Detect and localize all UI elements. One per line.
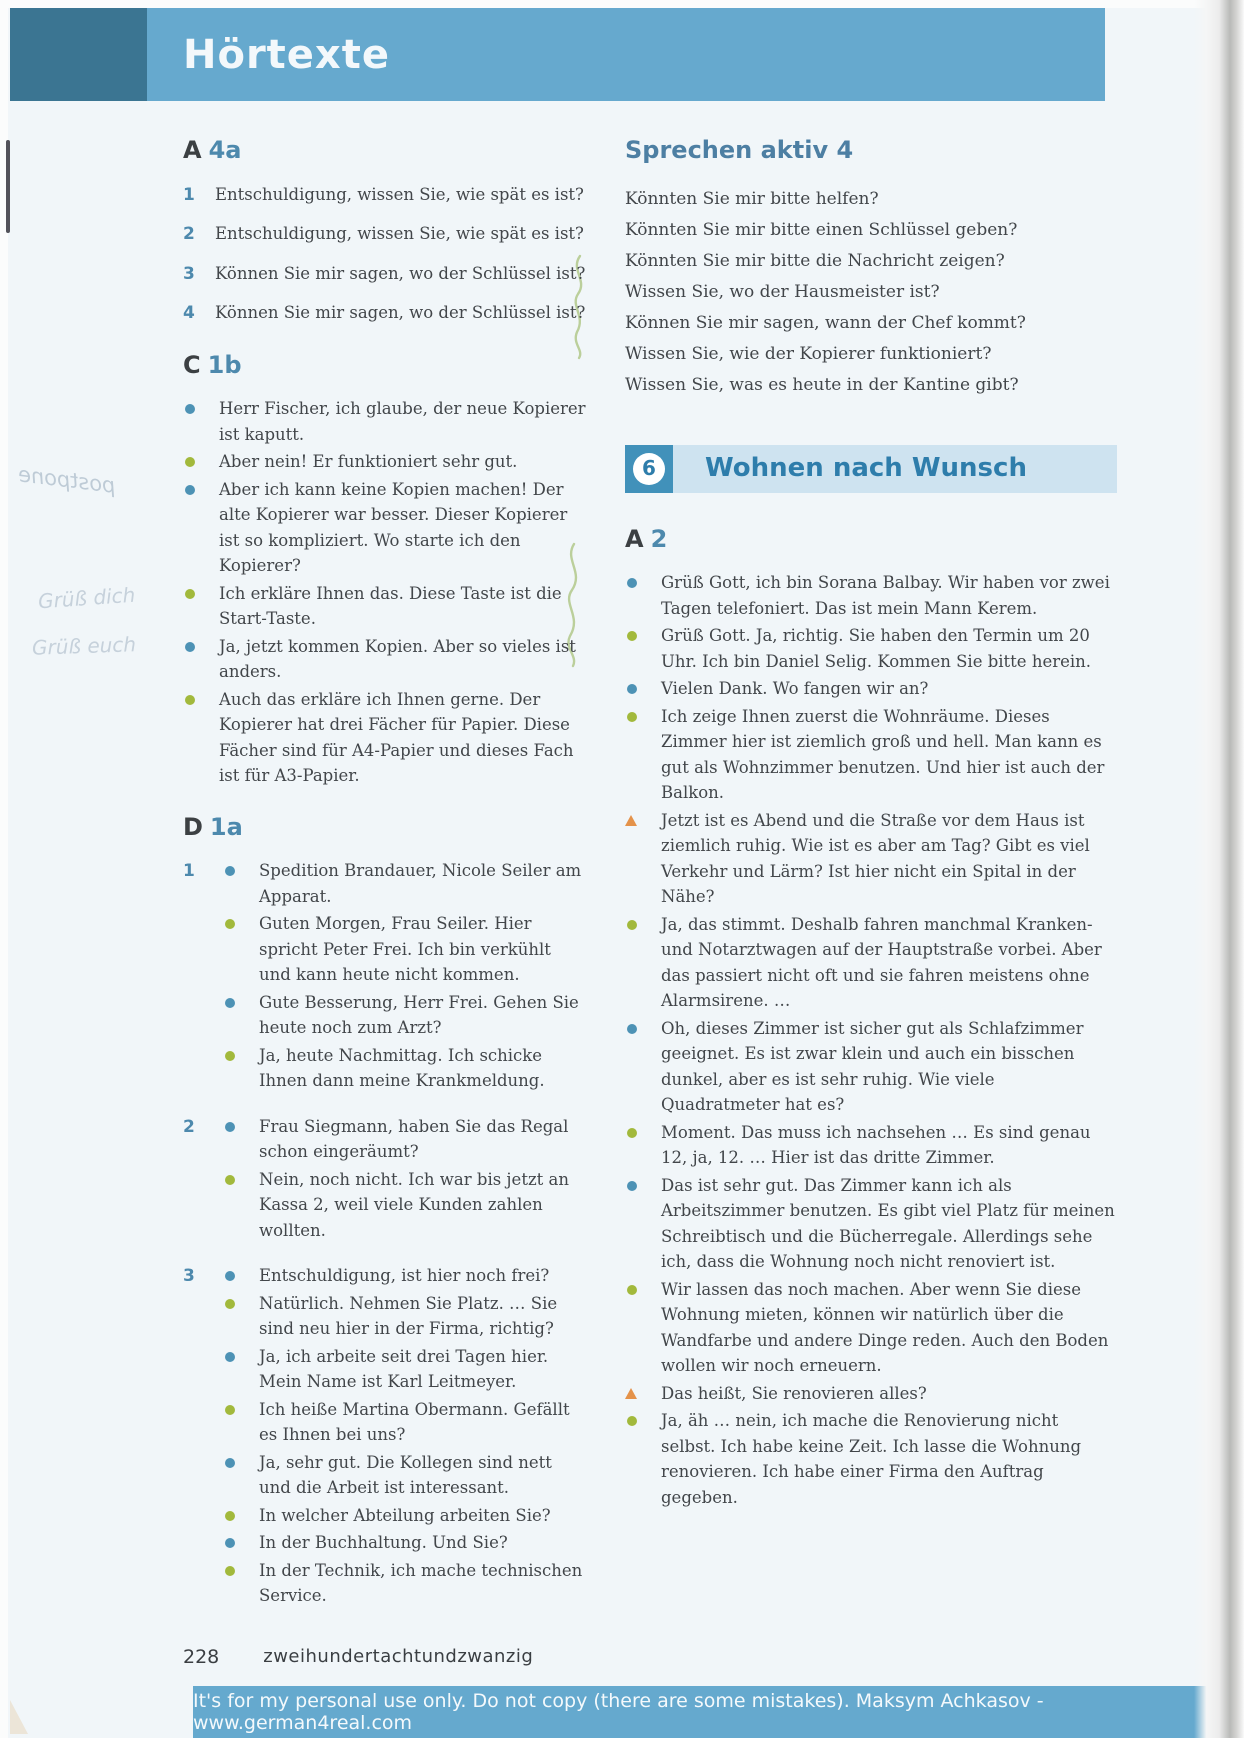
dialogue-text: Das heißt, Sie renovieren alles? bbox=[661, 1383, 927, 1403]
chapter-title: Wohnen nach Wunsch bbox=[705, 452, 1027, 483]
dialogue-text: Natürlich. Nehmen Sie Platz. … Sie sind neu hier in der Firma, richtig? bbox=[259, 1293, 558, 1338]
section-heading-c1b bbox=[183, 350, 587, 379]
dialogue-line bbox=[223, 1503, 587, 1529]
speaker-bullet-icon bbox=[183, 581, 219, 632]
header-dark-square bbox=[10, 8, 147, 101]
dialogue-line bbox=[223, 1263, 587, 1289]
dialogue-text: Guten Morgen, Frau Seiler. Hier spricht Peter Frei. Ich bin verkühlt und kann heute nicht kommen. bbox=[259, 914, 551, 984]
dialogue-text: In der Buchhaltung. Und Sie? bbox=[259, 1533, 508, 1552]
dialogue-text: Moment. Das muss ich nachsehen … Es sind genau 12, ja, 12. … Hier ist das dritte Zimmer. bbox=[661, 1122, 1091, 1167]
chapter-number: 6 bbox=[633, 453, 665, 485]
group-number: 3 bbox=[183, 1266, 195, 1286]
dialogue-text: Nein, noch nicht. Ich war bis jetzt an Kassa 2, weil viele Kunden zahlen wollten. bbox=[259, 1169, 569, 1240]
list-item bbox=[183, 300, 587, 327]
item-text: Können Sie mir sagen, wo der Schlüssel ist? bbox=[215, 303, 586, 322]
dialogue-line bbox=[223, 1530, 587, 1556]
section-number: 1b bbox=[207, 350, 242, 379]
section-heading-d1a bbox=[183, 812, 587, 841]
dialogue-text: Grüß Gott, ich bin Sorana Balbay. Wir haben vor zwei Tagen telefoniert. Das ist mein Mann Kerem. bbox=[661, 573, 1110, 618]
dialogue-text: Ja, das stimmt. Deshalb fahren manchmal Kranken- und Notarztwagen auf der Hauptstraße vorbei. Aber das passiert nicht oft und sie fahren meistens ohne Alarmsirene. … bbox=[661, 914, 1102, 1010]
speaker-bullet-icon bbox=[625, 1408, 661, 1510]
dialogue-line bbox=[223, 1291, 587, 1342]
chapter-number-badge bbox=[625, 445, 673, 493]
speaker-bullet-icon bbox=[625, 1173, 661, 1275]
speaker-bullet-icon bbox=[625, 623, 661, 674]
dialogue-text: Ja, äh … nein, ich mache die Renovierung nicht selbst. Ich habe keine Zeit. Ich lasse die Wohnung renovieren. Ich habe einer Firma den Auftrag gegeben. bbox=[661, 1411, 1082, 1507]
section-letter: D bbox=[183, 812, 203, 841]
speaker-bullet-icon bbox=[223, 1291, 259, 1342]
dialogue-line bbox=[223, 1450, 587, 1501]
page-number: 228 bbox=[183, 1646, 220, 1668]
dialogue-line bbox=[625, 704, 1117, 806]
dialogue-text: Aber ich kann keine Kopien machen! Der alte Kopierer war besser. Dieser Kopierer ist so kompliziert. Wo starte ich den Kopierer? bbox=[219, 479, 568, 575]
phrase-line: Wissen Sie, wo der Hausmeister ist? bbox=[625, 281, 940, 302]
dialogue-line bbox=[223, 911, 587, 988]
speaker-bullet-icon bbox=[625, 570, 661, 621]
dialogue-line bbox=[183, 581, 587, 632]
section-number: 2 bbox=[650, 524, 668, 553]
dialogue-line bbox=[625, 1381, 1117, 1407]
speaker-bullet-icon bbox=[223, 1530, 259, 1556]
dialogue-line bbox=[625, 676, 1117, 702]
dialogue-line bbox=[223, 1397, 587, 1448]
dialogue-line bbox=[625, 808, 1117, 910]
speaker-bullet-icon bbox=[625, 676, 661, 702]
section-heading-sprechen-aktiv: Sprechen aktiv 4 bbox=[625, 136, 854, 164]
section-heading-a2 bbox=[625, 524, 1117, 553]
speaker-bullet-icon bbox=[183, 396, 219, 447]
dialogue-text: Grüß Gott. Ja, richtig. Sie haben den Termin um 20 Uhr. Ich bin Daniel Selig. Kommen Sie bitte herein. bbox=[661, 626, 1092, 671]
phrase-line: Könnten Sie mir bitte einen Schlüssel geben? bbox=[625, 219, 1018, 240]
list-item bbox=[183, 221, 587, 248]
chapter-banner bbox=[625, 445, 1117, 493]
dialogue-line bbox=[625, 570, 1117, 621]
dialogue-line bbox=[223, 1167, 587, 1244]
dialogue-text: Aber nein! Er funktioniert sehr gut. bbox=[219, 452, 518, 471]
speaker-bullet-icon bbox=[223, 1397, 259, 1448]
dialogue-group bbox=[183, 1263, 587, 1611]
speaker-bullet-icon bbox=[183, 449, 219, 475]
dialogue-line bbox=[625, 1408, 1117, 1510]
speaker-bullet-icon bbox=[223, 1114, 259, 1165]
pencil-handwriting: Grüß euch bbox=[31, 632, 137, 660]
dialogue-line bbox=[625, 1120, 1117, 1171]
dialogue-line bbox=[223, 1558, 587, 1609]
dialogue-line bbox=[183, 687, 587, 789]
dialogue-text: Ja, heute Nachmittag. Ich schicke Ihnen dann meine Krankmeldung. bbox=[259, 1045, 545, 1090]
page-footer bbox=[183, 1646, 533, 1668]
dialogue-text: In der Technik, ich mache technischen Service. bbox=[259, 1560, 583, 1605]
dialogue-text: Gute Besserung, Herr Frei. Gehen Sie heute noch zum Arzt? bbox=[259, 992, 579, 1037]
speaker-bullet-icon bbox=[223, 1263, 259, 1289]
dialogue-text: Das ist sehr gut. Das Zimmer kann ich als Arbeitszimmer benutzen. Es gibt viel Platz für meinen Schreibtisch und die Bücherregale. Allerdings sehe ich, dass die Wohnung noch nicht renoviert ist. bbox=[661, 1175, 1115, 1271]
dialogue-text: Herr Fischer, ich glaube, der neue Kopierer ist kaputt. bbox=[219, 399, 586, 444]
speaker-bullet-icon bbox=[625, 1120, 661, 1171]
item-text: Entschuldigung, wissen Sie, wie spät es ist? bbox=[215, 224, 584, 243]
dialogue-line bbox=[223, 1344, 587, 1395]
dialogue-line bbox=[223, 1114, 587, 1165]
speaker-bullet-icon bbox=[183, 477, 219, 579]
speaker-bullet-icon bbox=[223, 1450, 259, 1501]
watermark-banner bbox=[193, 1686, 1244, 1738]
speaker-bullet-icon bbox=[223, 990, 259, 1041]
dialogue-text: Ich erkläre Ihnen das. Diese Taste ist die Start-Taste. bbox=[219, 583, 562, 628]
left-column bbox=[183, 138, 587, 1629]
phrase-line: Könnten Sie mir bitte die Nachricht zeigen? bbox=[625, 250, 1005, 271]
dialogue-text: Ja, jetzt kommen Kopien. Aber so vieles ist anders. bbox=[219, 636, 576, 681]
section-letter: C bbox=[183, 350, 201, 379]
speaker-bullet-icon bbox=[625, 1277, 661, 1379]
speaker-bullet-icon bbox=[223, 911, 259, 988]
dialogue-line bbox=[183, 396, 587, 447]
speaker-bullet-icon bbox=[223, 1503, 259, 1529]
margin-edge-mark bbox=[6, 140, 10, 233]
dialogue-line bbox=[183, 449, 587, 475]
speaker-bullet-icon bbox=[183, 687, 219, 789]
dialogue-line bbox=[625, 623, 1117, 674]
bleedthrough-handwriting: postpone bbox=[16, 462, 117, 498]
item-text: Können Sie mir sagen, wo der Schlüssel ist? bbox=[215, 263, 586, 283]
item-number: 2 bbox=[183, 224, 195, 244]
speaker-bullet-icon bbox=[223, 1558, 259, 1609]
section-letter: A bbox=[183, 136, 202, 164]
pencil-handwriting: Grüß dich bbox=[37, 582, 136, 614]
section-number: 4a bbox=[208, 136, 242, 164]
watermark-text: It's for my personal use only. Do not copy (there are some mistakes). Maksym Achkasov - www.german4real.com bbox=[193, 1690, 1044, 1734]
dialogue-line bbox=[625, 912, 1117, 1014]
dialogue-line bbox=[223, 990, 587, 1041]
dialogue-text: Ich heiße Martina Obermann. Gefällt es Ihnen bei uns? bbox=[259, 1399, 570, 1444]
section-letter: A bbox=[625, 524, 644, 553]
dialogue-text: Vielen Dank. Wo fangen wir an? bbox=[661, 679, 929, 698]
item-text: Entschuldigung, wissen Sie, wie spät es ist? bbox=[215, 184, 584, 204]
speaker-bullet-icon bbox=[625, 704, 661, 806]
dialogue-text: Ich zeige Ihnen zuerst die Wohnräume. Dieses Zimmer hier ist ziemlich groß und hell. Man kann es gut als Wohnzimmer benutzen. Und hier ist auch der Balkon. bbox=[661, 706, 1105, 802]
speaker-bullet-icon bbox=[223, 1344, 259, 1395]
dialogue-text: Wir lassen das noch machen. Aber wenn Sie diese Wohnung mieten, können wir natürlich über die Wandfarbe und andere Dinge reden. Auch den Boden wollen wir noch erneuern. bbox=[661, 1279, 1109, 1375]
dialogue-text: Jetzt ist es Abend und die Straße vor dem Haus ist ziemlich ruhig. Wie ist es aber am Tag? Gibt es viel Verkehr und Lärm? Ist hier nicht ein Spital in der Nähe? bbox=[661, 810, 1090, 906]
dialogue-group bbox=[183, 1114, 587, 1246]
dialogue-group bbox=[183, 858, 587, 1096]
list-item bbox=[183, 182, 587, 209]
item-number: 1 bbox=[183, 184, 195, 205]
dialogue-text: Auch das erkläre ich Ihnen gerne. Der Kopierer hat drei Fächer für Papier. Diese Fächer sind für A4-Papier und dieses Fach ist für A3-Papier. bbox=[219, 689, 574, 785]
dialogue-line bbox=[625, 1277, 1117, 1379]
dialogue-text: Ja, sehr gut. Die Kollegen sind nett und die Arbeit ist interessant. bbox=[259, 1452, 552, 1497]
list-item bbox=[183, 261, 587, 288]
dialogue-text: Ja, ich arbeite seit drei Tagen hier. Mein Name ist Karl Leitmeyer. bbox=[259, 1346, 549, 1391]
dialogue-text: Frau Siegmann, haben Sie das Regal schon eingeräumt? bbox=[259, 1116, 569, 1161]
dialogue-text: Spedition Brandauer, Nicole Seiler am Apparat. bbox=[259, 861, 582, 906]
item-number: 4 bbox=[183, 303, 195, 323]
phrase-line: Könnten Sie mir bitte helfen? bbox=[625, 188, 879, 209]
page-curl-shadow bbox=[1194, 0, 1244, 1738]
speaker-bullet-icon bbox=[625, 1016, 661, 1118]
speaker-triangle-icon bbox=[625, 1381, 661, 1407]
page-dogear bbox=[10, 1700, 28, 1734]
page-number-word: zweihundertachtundzwanzig bbox=[263, 1646, 534, 1667]
section-heading-a4a bbox=[183, 138, 587, 164]
phrase-line: Können Sie mir sagen, wann der Chef kommt? bbox=[625, 312, 1026, 333]
group-number: 1 bbox=[183, 861, 195, 881]
dialogue-line bbox=[183, 477, 587, 579]
phrase-line: Wissen Sie, wie der Kopierer funktioniert? bbox=[625, 343, 992, 364]
speaker-bullet-icon bbox=[223, 1167, 259, 1244]
page-title: Hörtexte bbox=[183, 31, 390, 78]
dialogue-line bbox=[223, 858, 587, 909]
dialogue-line bbox=[625, 1173, 1117, 1275]
dialogue-line bbox=[223, 1043, 587, 1094]
item-number: 3 bbox=[183, 263, 195, 284]
dialogue-text: In welcher Abteilung arbeiten Sie? bbox=[259, 1505, 551, 1525]
dialogue-line bbox=[625, 1016, 1117, 1118]
speaker-bullet-icon bbox=[223, 858, 259, 909]
header-band bbox=[147, 8, 1105, 101]
phrase-line: Wissen Sie, was es heute in der Kantine gibt? bbox=[625, 374, 1019, 395]
dialogue-line bbox=[183, 634, 587, 685]
group-number: 2 bbox=[183, 1116, 195, 1137]
speaker-bullet-icon bbox=[625, 912, 661, 1014]
dialogue-text: Entschuldigung, ist hier noch frei? bbox=[259, 1266, 550, 1285]
dialogue-text: Oh, dieses Zimmer ist sicher gut als Schlafzimmer geeignet. Es ist zwar klein und auch ein bisschen dunkel, aber es ist sehr ruhig. Wie viele Quadratmeter hat es? bbox=[661, 1018, 1084, 1114]
right-column bbox=[625, 138, 1117, 1512]
speaker-bullet-icon bbox=[183, 634, 219, 685]
speaker-bullet-icon bbox=[223, 1043, 259, 1094]
section-number: 1a bbox=[209, 812, 243, 841]
speaker-triangle-icon bbox=[625, 808, 661, 910]
